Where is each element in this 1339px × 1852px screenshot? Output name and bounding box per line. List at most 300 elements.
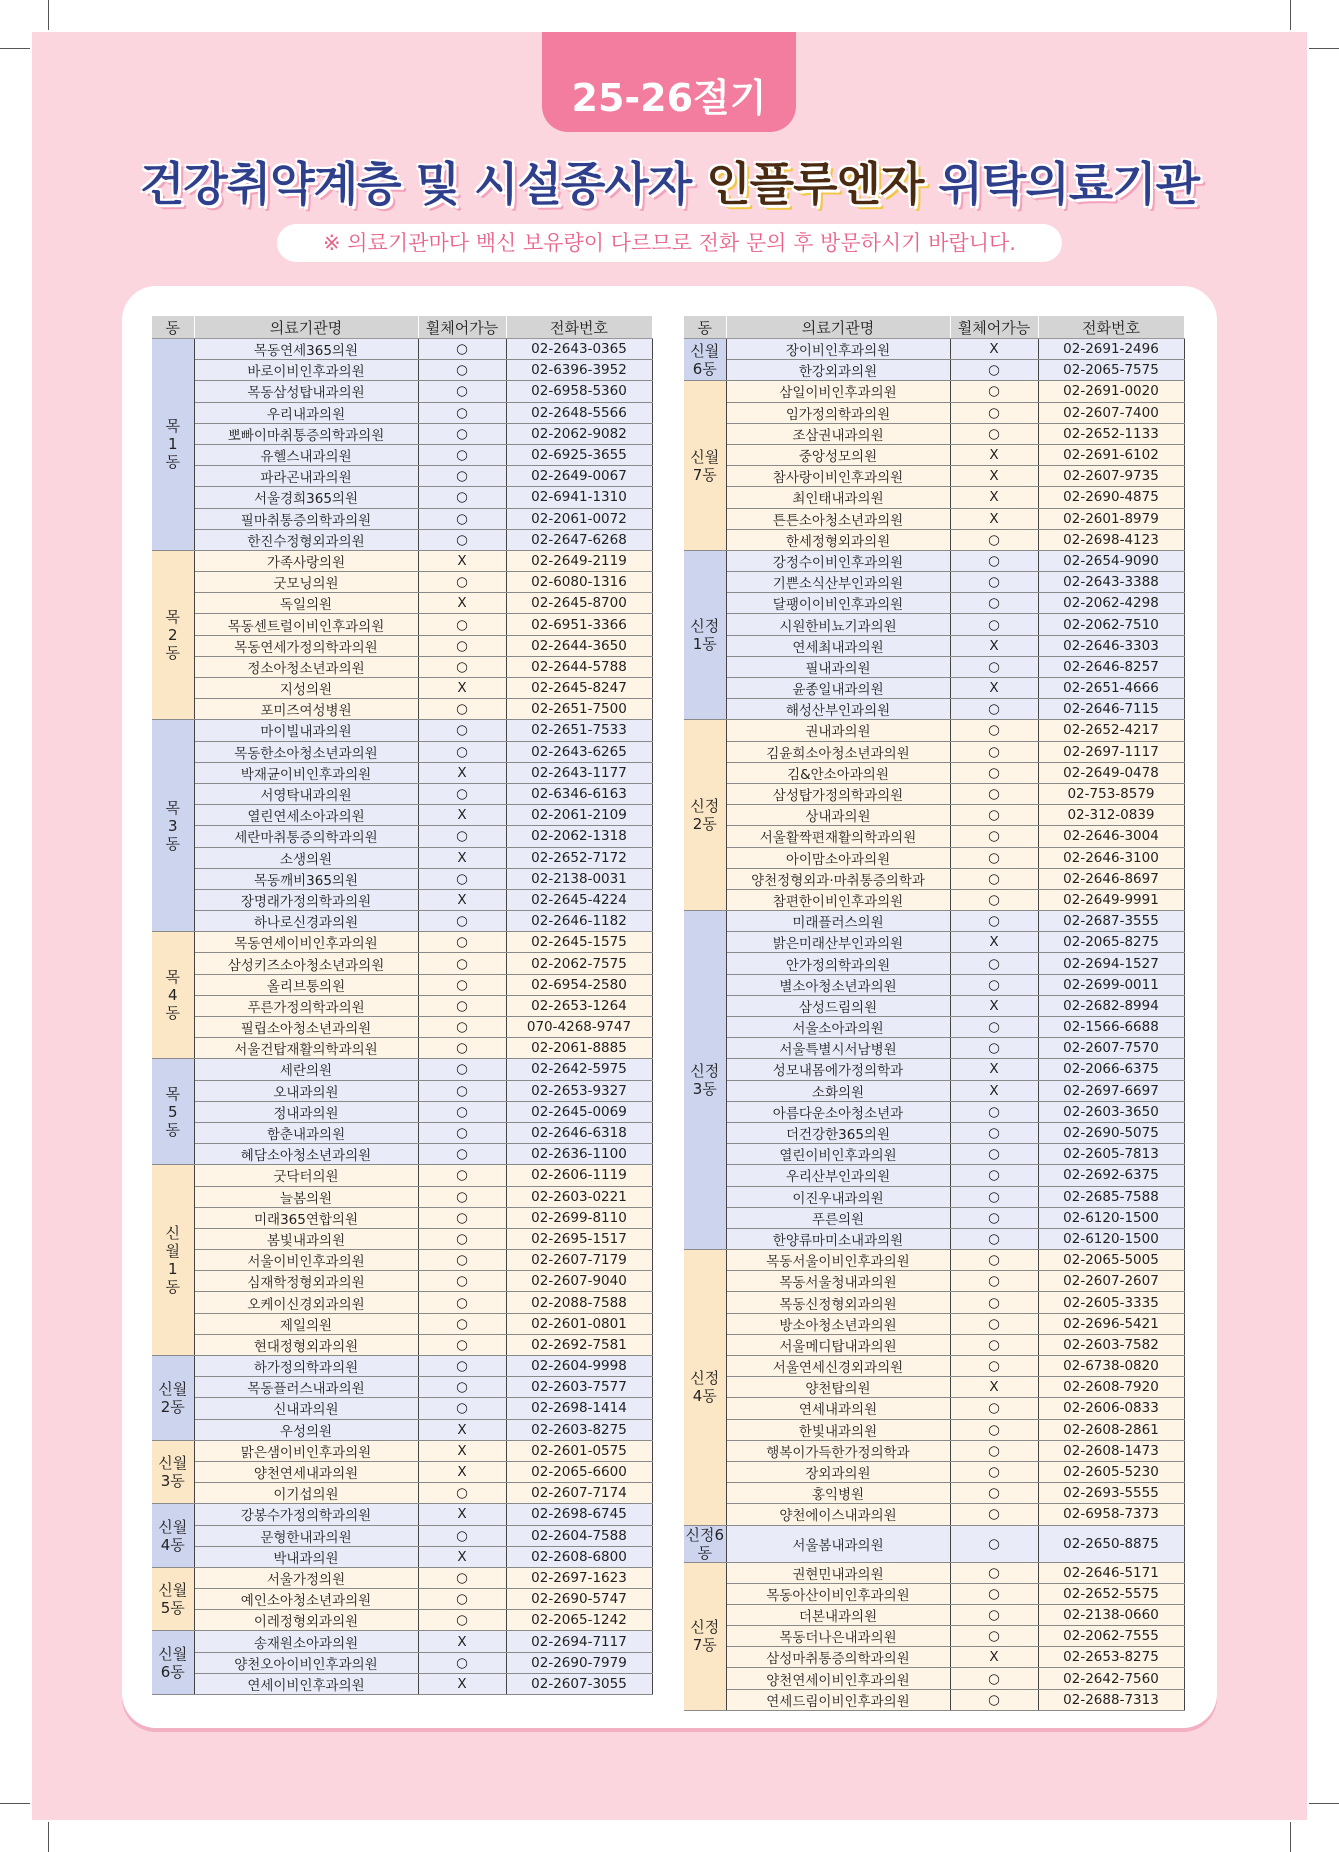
table-row [684,656,1184,677]
table-row [684,805,1184,826]
table-row [684,932,1184,953]
dong-cell: 목 1 동 [152,339,194,551]
clinic-name-cell: 필마취통증의학과의원 [194,508,418,529]
clinic-name-cell: 바로이비인후과의원 [194,360,418,381]
wheelchair-cell: ○ [418,953,506,974]
clinic-name-cell: 박내과의원 [194,1546,418,1567]
table-row [152,402,652,423]
table-row [684,1228,1184,1249]
table-row [684,1038,1184,1059]
phone-cell: 02-2065-7575 [1038,360,1184,381]
table-row [152,1250,652,1271]
clinic-name-cell: 더본내과의원 [726,1604,950,1625]
phone-cell: 02-2691-0020 [1038,381,1184,402]
clinic-name-cell: 한양류마미소내과의원 [726,1228,950,1249]
wheelchair-cell: ○ [418,974,506,995]
wheelchair-cell: ○ [418,1483,506,1504]
wheelchair-cell: ○ [950,381,1038,402]
phone-cell: 02-2652-4217 [1038,720,1184,741]
phone-cell: 02-2691-6102 [1038,444,1184,465]
phone-cell: 02-2065-8275 [1038,932,1184,953]
wheelchair-cell: ○ [950,889,1038,910]
table-row [684,847,1184,868]
table-row [684,1017,1184,1038]
table-row [152,572,652,593]
clinic-table-left [152,316,653,1695]
wheelchair-cell: ○ [950,1604,1038,1625]
table-row [152,508,652,529]
wheelchair-cell: ○ [950,529,1038,550]
phone-cell: 02-2698-6745 [506,1504,652,1525]
wheelchair-cell: ○ [418,741,506,762]
wheelchair-cell: X [950,1647,1038,1668]
clinic-name-cell: 정내과의원 [194,1101,418,1122]
table-row [684,1562,1184,1583]
wheelchair-cell: ○ [950,656,1038,677]
wheelchair-cell: ○ [950,1165,1038,1186]
table-row [684,741,1184,762]
table-row [152,868,652,889]
clinic-name-cell: 참사랑이비인후과의원 [726,466,950,487]
clinic-name-cell: 목동한소아청소년과의원 [194,741,418,762]
phone-cell: 02-2607-9040 [506,1271,652,1292]
phone-cell: 02-2650-8875 [1038,1525,1184,1562]
phone-cell: 02-2642-5975 [506,1059,652,1080]
table-row [152,1419,652,1440]
phone-cell: 02-6958-7373 [1038,1504,1184,1525]
wheelchair-cell: ○ [950,1356,1038,1377]
table-row [684,1080,1184,1101]
table-row [684,339,1184,360]
table-row [152,656,652,677]
table-row [152,1080,652,1101]
wheelchair-cell: ○ [950,1017,1038,1038]
clinic-name-cell: 삼성탑가정의학과의원 [726,783,950,804]
wheelchair-cell: ○ [950,847,1038,868]
wheelchair-cell: X [418,847,506,868]
wheelchair-cell: ○ [950,1398,1038,1419]
phone-cell: 02-2138-0031 [506,868,652,889]
phone-cell: 02-2696-5421 [1038,1313,1184,1334]
wheelchair-cell: ○ [950,1419,1038,1440]
phone-cell: 02-6954-2580 [506,974,652,995]
clinic-name-cell: 최인태내과의원 [726,487,950,508]
phone-cell: 02-6925-3655 [506,444,652,465]
phone-cell: 02-2601-0575 [506,1440,652,1461]
clinic-name-cell: 서울특별시서남병원 [726,1038,950,1059]
table-row [684,974,1184,995]
col-header-wheelchair: 휠체어가능 [418,316,506,339]
dong-cell: 신월 2동 [152,1356,194,1441]
table-row [684,1377,1184,1398]
clinic-name-cell: 조삼권내과의원 [726,423,950,444]
phone-cell: 02-2603-0221 [506,1186,652,1207]
table-row [152,1567,652,1588]
wheelchair-cell: ○ [950,1583,1038,1604]
phone-cell: 02-2645-4224 [506,889,652,910]
table-row [684,762,1184,783]
table-row [152,1377,652,1398]
phone-cell: 02-2606-0833 [1038,1398,1184,1419]
phone-cell: 02-2646-8697 [1038,868,1184,889]
table-row [684,614,1184,635]
clinic-name-cell: 소생의원 [194,847,418,868]
wheelchair-cell: X [418,1419,506,1440]
wheelchair-cell: X [950,444,1038,465]
clinic-name-cell: 서영탁내과의원 [194,783,418,804]
table-row [152,720,652,741]
table-row [684,360,1184,381]
table-row [152,826,652,847]
wheelchair-cell: ○ [418,1250,506,1271]
phone-cell: 02-2645-8247 [506,678,652,699]
clinic-name-cell: 필내과의원 [726,656,950,677]
phone-cell: 02-2692-6375 [1038,1165,1184,1186]
clinic-name-cell: 삼일이비인후과의원 [726,381,950,402]
table-row [152,593,652,614]
clinic-name-cell: 서울봄내과의원 [726,1525,950,1562]
table-row [684,720,1184,741]
table-row [152,1101,652,1122]
clinic-name-cell: 오케이신경외과의원 [194,1292,418,1313]
wheelchair-cell: ○ [418,868,506,889]
wheelchair-cell: X [418,762,506,783]
table-row [684,699,1184,720]
wheelchair-cell: X [418,1546,506,1567]
phone-cell: 02-2690-5075 [1038,1122,1184,1143]
clinic-name-cell: 행복이가득한가정의학과 [726,1440,950,1461]
wheelchair-cell: ○ [418,466,506,487]
wheelchair-cell: ○ [418,720,506,741]
table-row [152,381,652,402]
phone-cell: 02-2687-3555 [1038,911,1184,932]
clinic-name-cell: 우리산부인과의원 [726,1165,950,1186]
phone-cell: 02-6941-1310 [506,487,652,508]
crop-mark [0,48,30,49]
table-row [152,699,652,720]
clinic-name-cell: 장외과의원 [726,1461,950,1482]
dong-cell: 신정 3동 [684,911,726,1250]
wheelchair-cell: X [418,1631,506,1652]
table-row [684,487,1184,508]
clinic-name-cell: 필립소아청소년과의원 [194,1017,418,1038]
table-row [684,423,1184,444]
table-row [152,1483,652,1504]
table-row [152,1589,652,1610]
col-header-dong: 동 [684,316,726,339]
phone-cell: 02-1566-6688 [1038,1017,1184,1038]
wheelchair-cell: X [950,466,1038,487]
table-row [684,1668,1184,1689]
phone-cell: 02-2604-7588 [506,1525,652,1546]
table-row [684,1461,1184,1482]
clinic-name-cell: 제일의원 [194,1313,418,1334]
phone-cell: 02-2061-0072 [506,508,652,529]
phone-cell: 02-2608-6800 [506,1546,652,1567]
phone-cell: 02-2603-7582 [1038,1334,1184,1355]
clinic-name-cell: 예인소아청소년과의원 [194,1589,418,1610]
clinic-name-cell: 별소아청소년과의원 [726,974,950,995]
table-row [684,402,1184,423]
dong-cell: 신정 4동 [684,1250,726,1525]
clinic-name-cell: 장이비인후과의원 [726,339,950,360]
wheelchair-cell: ○ [418,381,506,402]
phone-cell: 02-2653-1264 [506,995,652,1016]
table-row [152,1313,652,1334]
clinic-name-cell: 양천탑의원 [726,1377,950,1398]
table-row [684,1647,1184,1668]
phone-cell: 02-2694-1527 [1038,953,1184,974]
clinic-name-cell: 김&안소아과의원 [726,762,950,783]
phone-cell: 02-2693-5555 [1038,1483,1184,1504]
clinic-name-cell: 목동더나은내과의원 [726,1626,950,1647]
table-row [684,572,1184,593]
clinic-name-cell: 맑은샘이비인후과의원 [194,1440,418,1461]
wheelchair-cell: ○ [950,783,1038,804]
table-row [684,953,1184,974]
clinic-name-cell: 이진우내과의원 [726,1186,950,1207]
col-header-dong: 동 [152,316,194,339]
table-row [152,974,652,995]
phone-cell: 02-2605-5230 [1038,1461,1184,1482]
table-row [684,1059,1184,1080]
wheelchair-cell: ○ [418,614,506,635]
table-row [152,1546,652,1567]
crop-mark [1309,1803,1339,1804]
table-row [152,1398,652,1419]
clinic-name-cell: 안가정의학과의원 [726,953,950,974]
clinic-name-cell: 목동플러스내과의원 [194,1377,418,1398]
wheelchair-cell: X [950,339,1038,360]
phone-cell: 02-2646-8257 [1038,656,1184,677]
clinic-name-cell: 서울경희365의원 [194,487,418,508]
clinic-name-cell: 한진수정형외과의원 [194,529,418,550]
wheelchair-cell: ○ [418,656,506,677]
dong-cell: 목 3 동 [152,720,194,932]
wheelchair-cell: ○ [418,1652,506,1673]
clinic-name-cell: 윤종일내과의원 [726,678,950,699]
phone-cell: 02-2607-7570 [1038,1038,1184,1059]
phone-cell: 02-2603-8275 [506,1419,652,1440]
clinic-name-cell: 열린연세소아과의원 [194,805,418,826]
table-row [152,1631,652,1652]
clinic-name-cell: 김윤희소아청소년과의원 [726,741,950,762]
wheelchair-cell: ○ [418,995,506,1016]
wheelchair-cell: ○ [950,1483,1038,1504]
phone-cell: 02-2065-6600 [506,1461,652,1482]
phone-cell: 02-753-8579 [1038,783,1184,804]
table-row [152,1165,652,1186]
wheelchair-cell: ○ [418,339,506,360]
table-row [684,1626,1184,1647]
table-row [684,783,1184,804]
clinic-name-cell: 목동연세가정의학과의원 [194,635,418,656]
phone-cell: 02-2651-7533 [506,720,652,741]
col-header-name: 의료기관명 [726,316,950,339]
wheelchair-cell: X [418,1673,506,1694]
clinic-name-cell: 강정수이비인후과의원 [726,550,950,571]
clinic-name-cell: 양천에이스내과의원 [726,1504,950,1525]
wheelchair-cell: ○ [950,805,1038,826]
phone-cell: 02-2607-7179 [506,1250,652,1271]
phone-cell: 02-2690-7979 [506,1652,652,1673]
wheelchair-cell: X [950,1059,1038,1080]
phone-cell: 02-2607-9735 [1038,466,1184,487]
phone-cell: 02-2690-5747 [506,1589,652,1610]
phone-cell: 02-2697-6697 [1038,1080,1184,1101]
table-row [152,1440,652,1461]
phone-cell: 02-2065-1242 [506,1610,652,1631]
phone-cell: 02-6080-1316 [506,572,652,593]
clinic-name-cell: 소화의원 [726,1080,950,1101]
wheelchair-cell: ○ [418,911,506,932]
table-row [684,1122,1184,1143]
clinic-name-cell: 혜담소아청소년과의원 [194,1144,418,1165]
clinic-name-cell: 삼성마취통증의학과의원 [726,1647,950,1668]
table-row [684,911,1184,932]
clinic-name-cell: 송재원소아과의원 [194,1631,418,1652]
table-row [684,593,1184,614]
clinic-name-cell: 한세정형외과의원 [726,529,950,550]
clinic-name-cell: 목동서울청내과의원 [726,1271,950,1292]
wheelchair-cell: ○ [418,508,506,529]
wheelchair-cell: X [418,805,506,826]
wheelchair-cell: X [418,1504,506,1525]
clinic-name-cell: 달팽이이비인후과의원 [726,593,950,614]
phone-cell: 02-2699-0011 [1038,974,1184,995]
phone-cell: 02-2690-4875 [1038,487,1184,508]
phone-cell: 02-2062-7555 [1038,1626,1184,1647]
table-row [684,1250,1184,1271]
wheelchair-cell: X [418,550,506,571]
phone-cell: 02-2647-6268 [506,529,652,550]
table-row [152,529,652,550]
clinic-name-cell: 장명래가정의학과의원 [194,889,418,910]
table-row [152,932,652,953]
wheelchair-cell: ○ [950,1186,1038,1207]
clinic-name-cell: 연세드림이비인후과의원 [726,1689,950,1710]
table-row [152,1144,652,1165]
phone-cell: 02-2644-5788 [506,656,652,677]
clinic-name-cell: 참편한이비인후과의원 [726,889,950,910]
table-row [684,1483,1184,1504]
clinic-name-cell: 목동연세365의원 [194,339,418,360]
phone-cell: 02-2646-5171 [1038,1562,1184,1583]
wheelchair-cell: ○ [950,974,1038,995]
clinic-name-cell: 독일의원 [194,593,418,614]
wheelchair-cell: ○ [950,1440,1038,1461]
clinic-name-cell: 연세내과의원 [726,1398,950,1419]
clinic-name-cell: 봄빛내과의원 [194,1228,418,1249]
table-row [684,868,1184,889]
clinic-name-cell: 권현민내과의원 [726,1562,950,1583]
table-row [684,635,1184,656]
clinic-name-cell: 목동깨비365의원 [194,868,418,889]
wheelchair-cell: ○ [950,699,1038,720]
col-header-wheelchair: 휠체어가능 [950,316,1038,339]
wheelchair-cell: ○ [950,1038,1038,1059]
phone-cell: 02-2643-3388 [1038,572,1184,593]
clinic-name-cell: 함춘내과의원 [194,1122,418,1143]
phone-cell: 02-2062-4298 [1038,593,1184,614]
wheelchair-cell: ○ [950,1122,1038,1143]
clinic-name-cell: 튼튼소아청소년과의원 [726,508,950,529]
phone-cell: 02-2608-2861 [1038,1419,1184,1440]
table-row [684,508,1184,529]
table-row [684,1144,1184,1165]
clinic-name-cell: 서울이비인후과의원 [194,1250,418,1271]
phone-cell: 02-2604-9998 [506,1356,652,1377]
clinic-name-cell: 오내과의원 [194,1080,418,1101]
table-row [152,614,652,635]
wheelchair-cell: ○ [950,1525,1038,1562]
phone-cell: 02-2652-7172 [506,847,652,868]
clinic-name-cell: 푸른가정의학과의원 [194,995,418,1016]
phone-cell: 02-2691-2496 [1038,339,1184,360]
clinic-name-cell: 시원한비뇨기과의원 [726,614,950,635]
wheelchair-cell: ○ [418,783,506,804]
wheelchair-cell: ○ [950,741,1038,762]
notice-banner: ※ 의료기관마다 백신 보유량이 다르므로 전화 문의 후 방문하시기 바랍니다. [277,224,1062,262]
phone-cell: 02-2685-7588 [1038,1186,1184,1207]
table-row [684,1313,1184,1334]
clinic-name-cell: 올리브통의원 [194,974,418,995]
phone-cell: 02-2645-0069 [506,1101,652,1122]
clinic-name-cell: 미래365연합의원 [194,1207,418,1228]
clinic-name-cell: 유헬스내과의원 [194,444,418,465]
table-row [684,1101,1184,1122]
phone-cell: 02-2605-3335 [1038,1292,1184,1313]
wheelchair-cell: ○ [950,614,1038,635]
wheelchair-cell: ○ [418,1228,506,1249]
clinic-name-cell: 포미즈여성병원 [194,699,418,720]
wheelchair-cell: ○ [418,1292,506,1313]
clinic-name-cell: 연세이비인후과의원 [194,1673,418,1694]
clinic-name-cell: 아름다운소아청소년과 [726,1101,950,1122]
phone-cell: 02-2642-7560 [1038,1668,1184,1689]
wheelchair-cell: ○ [418,1525,506,1546]
clinic-name-cell: 중앙성모의원 [726,444,950,465]
table-row [684,529,1184,550]
season-badge: 25-26절기 [542,32,796,132]
phone-cell: 02-2607-3055 [506,1673,652,1694]
table-row [684,1207,1184,1228]
table-row [684,1398,1184,1419]
wheelchair-cell: ○ [950,1689,1038,1710]
wheelchair-cell: ○ [418,1334,506,1355]
wheelchair-cell: ○ [418,699,506,720]
phone-cell: 02-312-0839 [1038,805,1184,826]
wheelchair-cell: ○ [418,1017,506,1038]
dong-cell: 신정6동 [685,1525,725,1562]
table-row [152,339,652,360]
clinic-name-cell: 양천연세이비인후과의원 [726,1668,950,1689]
table-row [152,762,652,783]
phone-cell: 02-2651-7500 [506,699,652,720]
clinic-name-cell: 하가정의학과의원 [194,1356,418,1377]
dong-cell: 신월 3동 [152,1440,194,1504]
wheelchair-cell: ○ [950,550,1038,571]
wheelchair-cell: ○ [418,1059,506,1080]
table-row [152,423,652,444]
phone-cell: 02-2646-3100 [1038,847,1184,868]
table-row [152,995,652,1016]
wheelchair-cell: ○ [418,1610,506,1631]
wheelchair-cell: ○ [950,1101,1038,1122]
phone-cell: 02-2646-7115 [1038,699,1184,720]
wheelchair-cell: ○ [418,572,506,593]
clinic-name-cell: 방소아청소년과의원 [726,1313,950,1334]
